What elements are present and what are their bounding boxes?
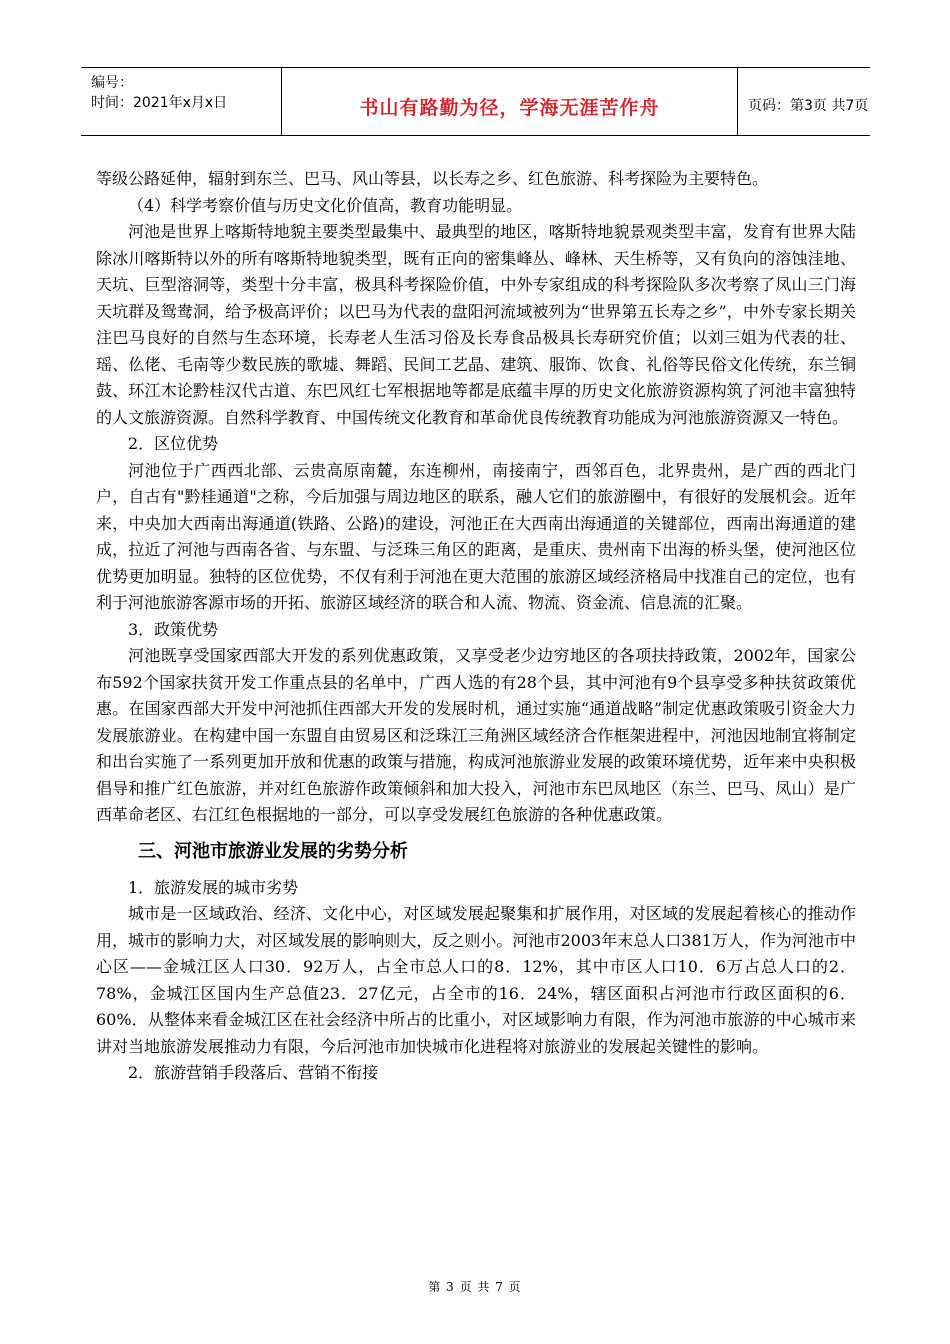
header-page-cell	[738, 68, 870, 135]
document-header	[81, 67, 870, 136]
header-motto: 书山有路勤为径，学海无涯苦作舟	[359, 97, 660, 119]
footer-page-number: 第 3 页 共 7 页	[428, 1280, 522, 1294]
body-paragraph: 河池是世界上喀斯特地貌主要类型最集中、最典型的地区，喀斯特地貌景观类型丰富，发育有世界大陆除冰川喀斯特以外的所有喀斯特地貌类型，既有正向的密集峰丛、峰林、天生桥等，又有负向的溶蚀洼地、天坑、巨型溶洞等，类型十分丰富，极具科考探险价值，中外专家组成的科考探险队多次考察了凤山三门海天坑群及鸳鸯洞，给予极高评价；以巴马为代表的盘阳河流域被列为“世界第五长寿之乡”，中外专家长期关注巴马良好的自然与生态环境，长寿老人生活习俗及长寿食品极具长寿研究价值；以刘三姐为代表的壮、瑶、仫佬、毛南等少数民族的歌墟、舞蹈、民间工艺晶、建筑、服饰、饮食、礼俗等民俗文化传统，东兰铜鼓、环江木论黔桂汉代古道、东巴风红七军根据地等都是底蕴丰厚的历史文化旅游资源构筑了河池丰富独特的人文旅游资源。自然科学教育、中国传统文化教育和革命优良传统教育功能成为河池旅游资源又一特色。	[96, 222, 856, 427]
header-meta-cell	[81, 68, 282, 135]
body-section-disadvantages	[96, 875, 856, 1087]
body-paragraph: 1．旅游发展的城市劣势	[128, 877, 299, 897]
body-paragraph: 3．政策优势	[128, 619, 219, 639]
body-paragraph: 城市是一区域政治、经济、文化中心，对区域发展起聚集和扩展作用，对区域的发展起着核心的推动作用，城市的影响力大，对区域发展的影响则大，反之则小。河池市2003年末总人口381万人，作为河池市中心区——金城江区人口30．92万人，占全市总人口的8．12%，其中市区人口10．6万占总人口的2．78%，金城江区国内生产总值23．27亿元，占全市的16．24%，辖区面积占河池市行政区面积的6．60%．从整体来看金城江区在社会经济中所占的比重小，对区域影响力有限，作为河池市旅游的中心城市来讲对当地旅游发展推动力有限，今后河池市加快城市化进程将对旅游业的发展起关键性的影响。	[96, 904, 856, 1056]
document-time-label: 时间：2021年x月x日	[91, 95, 228, 111]
body-paragraph: （4）科学考察价值与历史文化价值高，教育功能明显。	[128, 195, 523, 215]
body-paragraph: 2．旅游营销手段落后、营销不衔接	[128, 1063, 379, 1082]
header-page-info: 页码：第3页 共7页	[748, 98, 869, 114]
header-motto-cell	[282, 68, 738, 135]
body-paragraph: 等级公路延伸，辐射到东兰、巴马、风山等县，以长寿之乡、红色旅游、科考探险为主要特色。	[96, 169, 769, 188]
body-paragraph: 河池既享受国家西部大开发的系列优惠政策，又享受老少边穷地区的各项扶持政策，2002年，国家公布592个国家扶贫开发工作重点县的名单中，广西人选的有28个县，其中河池有9个县享受多种扶贫政策优惠。在国家西部大开发中河池抓住西部大开发的发展时机，通过实施“通道战略”制定优惠政策吸引资金大力发展旅游业。在构建中国一东盟自由贸易区和泛珠江三角洲区域经济合作框架进程中，河池因地制宜将制定和出台实施了一系列更加开放和优惠的政策与措施，构成河池旅游业发展的政策环境优势，近年来中央积极倡导和推广红色旅游，并对红色旅游作政策倾斜和加大投入，河池市东巴凤地区（东兰、巴马、凤山）是广西革命老区、右江红色根据地的一部分，可以享受发展红色旅游的各种优惠政策。	[96, 646, 856, 824]
section-heading: 三、河池市旅游业发展的劣势分析	[138, 840, 408, 862]
page-footer	[0, 1278, 950, 1295]
body-paragraph: 河池位于广西西北部、云贵高原南麓，东连柳州，南接南宁，西邻百色，北界贵州，是广西的西北门户，自古有"黔桂通道"之称，今后加强与周边地区的联系，融人它们的旅游圈中，有很好的发展机会。近年来，中央加大西南出海通道(铁路、公路)的建设，河池正在大西南出海通道的关键部位，西南出海通道的建成，拉近了河池与西南各省、与东盟、与泛珠三角区的距离，是重庆、贵州南下出海的桥头堡，使河池区位优势更加明显。独特的区位优势，不仅有利于河池在更大范围的旅游区域经济格局中找准自己的定位，也有利于河池旅游客源市场的开拓、旅游区域经济的联合和人流、物流、资金流、信息流的汇聚。	[96, 460, 856, 612]
body-paragraph: 2．区位优势	[128, 434, 219, 453]
body-section-advantages	[96, 166, 856, 829]
document-number-label: 编号：	[91, 75, 133, 91]
document-body	[96, 166, 856, 1087]
